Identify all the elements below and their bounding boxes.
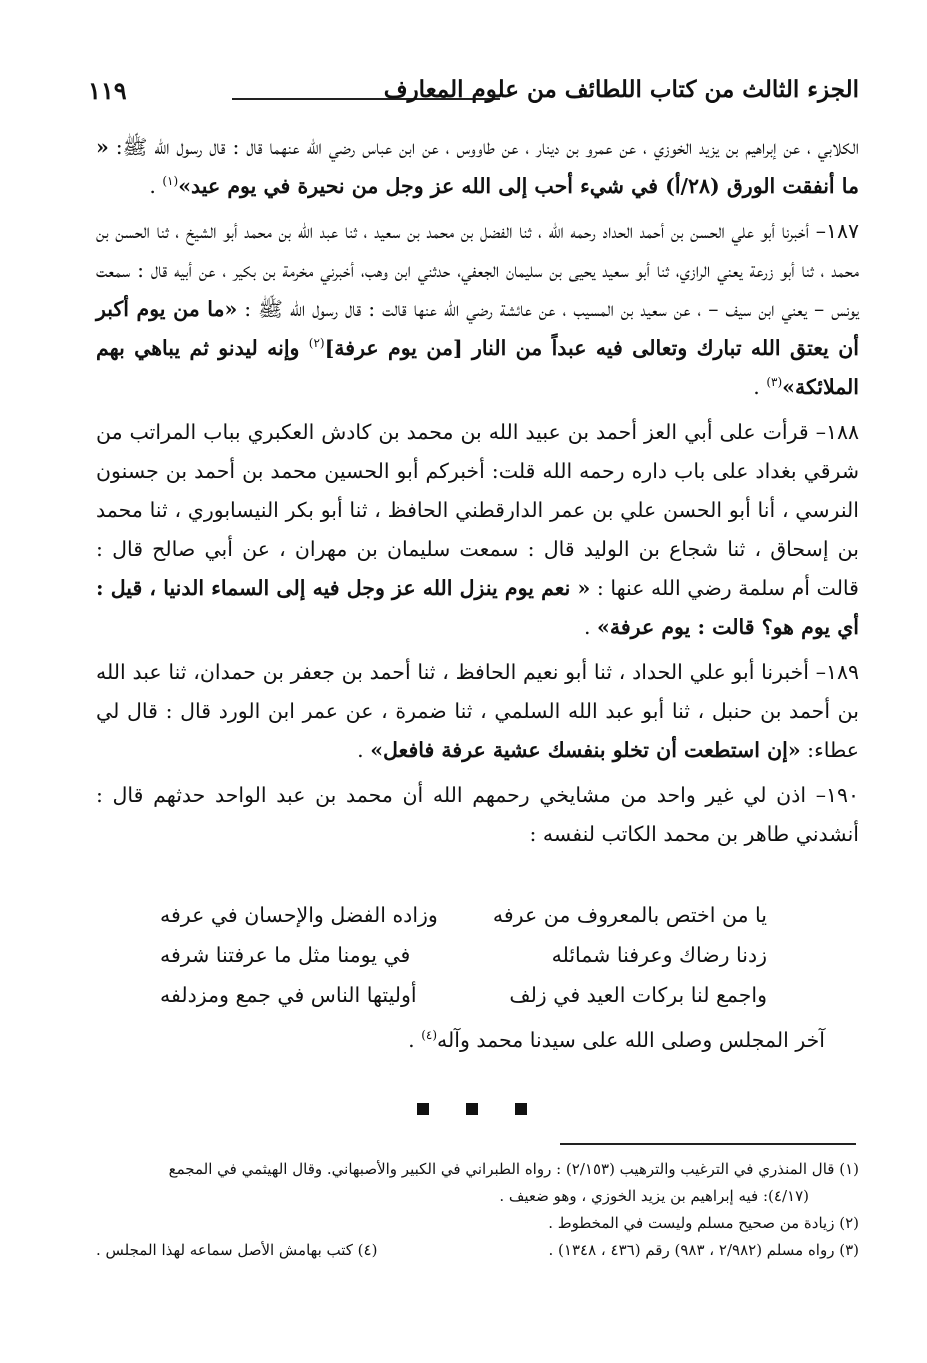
- verse-line: [160, 975, 767, 1015]
- isnad-text: ١٨٩– أخبرنا أبو علي الحداد ، ثنا أبو نعيم الحافظ ، ثنا أحمد بن جعفر بن حمدان، ثنا عبد الله بن أحمد بن حنبل ، ثنا أبو عبد الله السلمي ، ثنا ضمرة ، عن عمر ابن الورد قال : قال لي عطاء:: [96, 660, 859, 762]
- closing-line: [408, 1028, 825, 1052]
- closing-text: آخر المجلس وصلى الله على سيدنا محمد وآله: [437, 1028, 825, 1052]
- running-title: الجزء الثالث من كتاب اللطائف من علوم المعارف: [383, 76, 859, 103]
- footnote-ref: (١): [162, 174, 179, 189]
- footnote-2: (٢) زيادة من صحيح مسلم وليست في المخطوط .: [548, 1214, 859, 1232]
- paragraph-190: ١٩٠– اذن لي غير واحد من مشايخي رحمهم الله أن محمد بن عبد الواحد حدثهم قال : أنشدني طاهر بن محمد الكاتب لنفسه :: [96, 783, 859, 846]
- footnote-3: (٣) رواه مسلم (٢/٩٨٢ ، ٩٨٣) رقم (٤٣٦ ، ١٣٤٨) .: [548, 1241, 859, 1259]
- verse-first-hemistich: زدنا رضاك وعرفنا شمائله: [551, 943, 767, 967]
- verse-line: [160, 895, 767, 935]
- footnote-1-continued: (٤/١٧): فيه إبراهيم بن يزيد الخوزي ، وهو ضعيف .: [499, 1187, 809, 1205]
- verse-line: [160, 935, 767, 975]
- footnote-separator: [560, 1143, 856, 1145]
- isnad-text: الكلابي ، عن إبراهيم بن يزيد الخوزي ، عن عمرو بن دينار ، عن طاووس ، عن ابن عباس رضي الله عنهما قال : قال رسول الله ﷺ:: [108, 135, 859, 159]
- footnote-ref: (٣): [766, 375, 783, 390]
- paragraph-187: [96, 212, 859, 407]
- paragraph-186-continued: [96, 128, 859, 206]
- period: .: [753, 375, 767, 399]
- period: .: [408, 1028, 422, 1052]
- ornament-square: [466, 1103, 478, 1115]
- verse-second-hemistich: أوليتها الناس في جمع ومزدلفه: [160, 983, 417, 1007]
- footnotes: [96, 1156, 859, 1264]
- footnote-ref: (٢): [308, 336, 325, 351]
- verse-first-hemistich: يا من اختص بالمعروف من عرفه: [492, 903, 767, 927]
- poem: [160, 895, 767, 1015]
- ornament-square: [417, 1103, 429, 1115]
- page-number: ١١٩: [88, 76, 127, 105]
- footnote-row: [96, 1237, 859, 1264]
- quote-text: «إن استطعت أن تخلو بنفسك عشية عرفة فافعل»: [370, 738, 801, 762]
- ornament-square: [515, 1103, 527, 1115]
- period: .: [149, 174, 163, 198]
- footnote-4: (٤) كتب بهامش الأصل سماعه لهذا المجلس .: [96, 1241, 378, 1259]
- footnote-1: (١) قال المنذري في الترغيب والترهيب (٢/١٥٣) : رواه الطبراني في الكبير والأصبهاني. وقال الهيثمي في المجمع: [168, 1160, 859, 1178]
- paragraph-188: [96, 413, 859, 647]
- hadith-text: « نعم يوم ينزل الله عز وجل فيه إلى السماء الدنيا ، قيل : أي يوم هو؟ قالت : يوم عرفة»: [96, 576, 859, 639]
- verse-second-hemistich: وزاده الفضل والإحسان في عرفه: [160, 903, 438, 927]
- hadith-text: « ما أنفقت الورق (٢٨/أ) في شيء أحب إلى الله عز وجل من نحيرة في يوم عيد»: [96, 135, 859, 198]
- hadith-text: «ما من يوم أكبر أن يعتق الله تبارك وتعالى فيه عبداً من النار [من يوم عرفة]: [96, 297, 859, 360]
- section-ornament: [417, 1103, 527, 1115]
- verse-first-hemistich: واجمع لنا بركات العيد في زلف: [509, 983, 767, 1007]
- paragraph-189: [96, 653, 859, 770]
- footnote-ref: (٤): [421, 1028, 438, 1043]
- period: .: [583, 615, 598, 639]
- main-text: [96, 128, 859, 860]
- verse-second-hemistich: في يومنا مثل ما عرفتنا شرفه: [160, 943, 411, 967]
- isnad-text: ١٨٧– أخبرنا أبو علي الحسن بن أحمد الحداد رحمه الله ، ثنا الفضل بن محمد بن سعيد ، ثنا عبد الله بن محمد أبو الشيخ ، ثنا الحسن بن محمد ، ثنا أبو زرعة يعني الرازي، ثنا أبو سعيد يحيى بن سليمان الجعفي، حدثني ابن وهب، أخبرني مخرمة بن بكير ، عن أبيه قال : سمعت يونس – يعني ابن سيف – ، عن سعيد بن المسيب ، عن عائشة رضي الله عنها قالت : قال رسول الله ﷺ :: [96, 219, 859, 321]
- hadith-text-cont: وإنه ليدنو ثم يباهي بهم الملائكة»: [96, 336, 859, 399]
- isnad-text: ١٨٨– قرأت على أبي العز أحمد بن عبيد الله بن محمد بن كادش العكبري بباب المراتب من شرقي بغداد على باب داره رحمه الله قلت: أخبركم أبو الحسين محمد بن أحمد بن جسنون النرسي ، أنا أبو الحسن علي بن عمر الدارقطني الحافظ ، ثنا أبو بكر النيسابوري ، ثنا محمد بن إسحاق ، ثنا شجاع بن الوليد قال : سمعت سليمان بن مهران ، عن أبي صالح قال : قالت أم سلمة رضي الله عنها :: [96, 420, 859, 600]
- period: .: [357, 738, 371, 762]
- running-header: [82, 76, 859, 112]
